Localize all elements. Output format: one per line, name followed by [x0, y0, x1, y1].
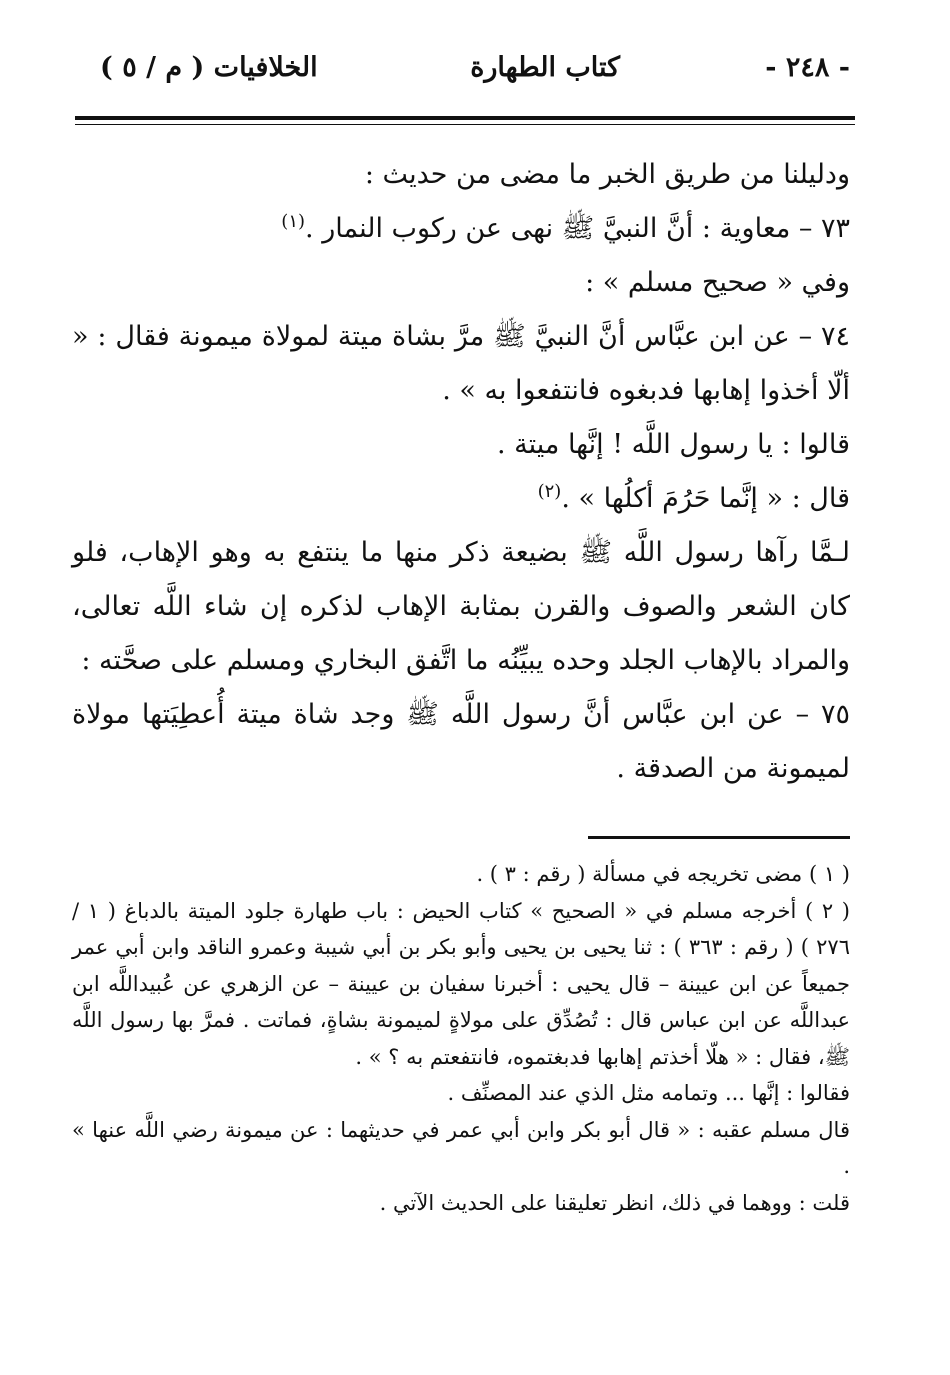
hadith-75: ٧٥ – عن ابن عبَّاس أنَّ رسول اللَّه ﷺ وجد شاة ميتة أُعطِيَتها مولاة لميمونة من الصدقة . [72, 699, 850, 784]
footnote-1: ( ١ ) مضى تخريجه في مسألة ( رقم : ٣ ) . [476, 862, 850, 886]
footnote-separator [588, 836, 850, 839]
footnote-2-muslim-comment: قال مسلم عقبه : « قال أبو بكر وابن أبي عمر في حديثهما : عن ميمونة رضي اللَّه عنها » . [72, 1117, 850, 1178]
footnote-2-author-note: قلت : ووهما في ذلك، انظر تعليقنا على الحديث الآتي . [379, 1190, 850, 1215]
book-section-title: كتاب الطهارة [470, 52, 620, 83]
qal-line-text: قال : « إنَّما حَرُمَ أكلُها » . [561, 483, 850, 514]
running-header [100, 52, 850, 96]
footnotes [72, 856, 850, 1221]
header-rule-thick [75, 116, 855, 120]
footnote-2-continued: فقالوا : إنَّها ... وتمامه مثل الذي عند المصنِّف . [447, 1081, 850, 1105]
hadith-74: ٧٤ – عن ابن عبَّاس أنَّ النبيَّ ﷺ مرَّ بشاة ميتة لمولاة ميمونة فقال : « ألّا أخذوا إهابها فدبغوه فانتفعوا به » . [72, 321, 850, 406]
hadith-73 [72, 202, 850, 256]
commentary-paragraph: لـمَّا رآها رسول اللَّه ﷺ بضيعة ذكر منها ما ينتفع به وهو الإهاب، فلو كان الشعر والصوف والقرن بمثابة الإهاب لذكره إن شاء اللَّه تعالى، والمراد بالإهاب الجلد وحده يبيِّنُه ما اتَّفق البخاري ومسلم على صحَّته : [72, 537, 850, 676]
footnote-2: ( ٢ ) أخرجه مسلم في « الصحيح » كتاب الحيض : باب طهارة جلود الميتة بالدباغ ( ١ / ٢٧٦ ) ( رقم : ٣٦٣ ) : ثنا يحيى بن يحيى وأبو بكر بن أبي شيبة وعمرو الناقد وابن أبي عمر جميعاً عن ابن عيينة – قال يحيى : أخبرنا سفيان بن عيينة – عن الزهري عن عُبيداللَّه ابن عبداللَّه عن ابن عباس قال : تُصُدِّق على مولاةٍ لميمونة بشاةٍ، فماتت . فمرَّ بها رسول اللَّه ﷺ، فقال : « هلّا أخذتم إهابها فدبغتموه، فانتفعتم به ؟ » . [72, 898, 850, 1069]
hadith-73-text: ٧٣ – معاوية : أنَّ النبيَّ ﷺ نهى عن ركوب النمار . [305, 213, 850, 244]
main-text [72, 148, 850, 796]
sahih-muslim-line: وفي « صحيح مسلم » : [585, 267, 850, 298]
intro-line: ودليلنا من طريق الخبر ما مضى من حديث : [364, 159, 850, 190]
page-number: - ٢٤٨ - [765, 52, 850, 83]
qal-line [72, 472, 850, 526]
header-rule-thin [75, 124, 855, 125]
volume-title: الخلافيات ( م / ٥ ) [100, 52, 318, 83]
footnote-ref-2: (٢) [537, 481, 562, 502]
footnote-ref-1: (١) [281, 211, 306, 232]
qalu-line: قالوا : يا رسول اللَّه ! إنَّها ميتة . [496, 429, 850, 460]
